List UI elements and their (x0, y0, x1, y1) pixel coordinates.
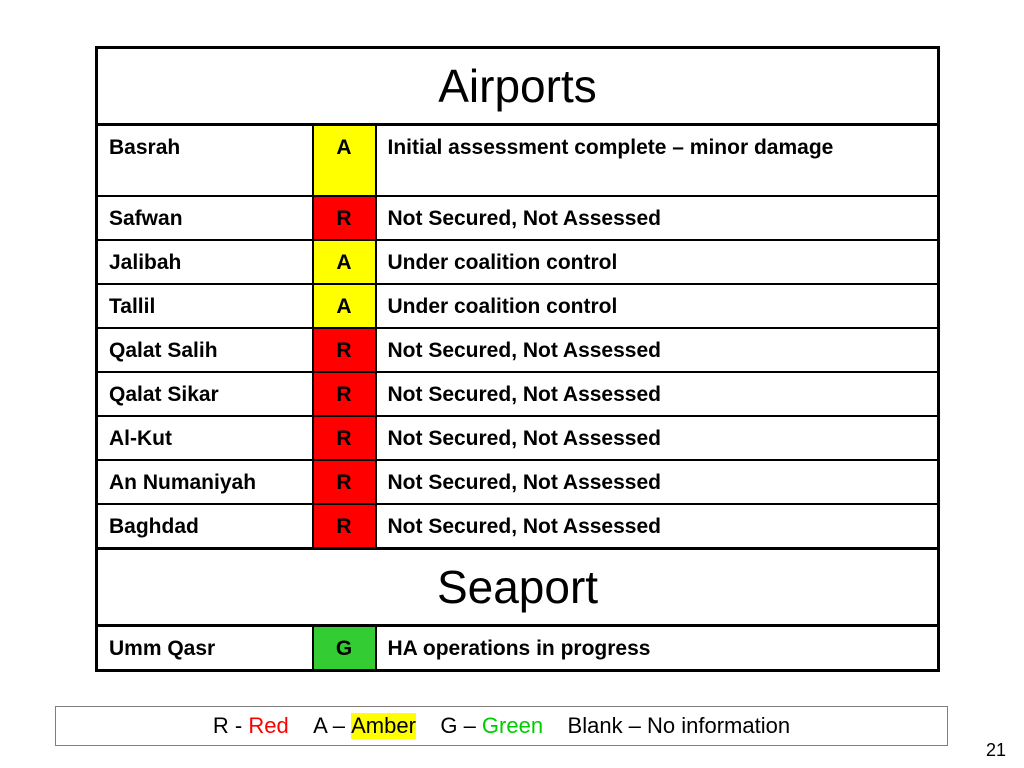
status-code-cell: A (313, 240, 376, 284)
status-description: Initial assessment complete – minor damage (376, 125, 939, 196)
status-description: HA operations in progress (376, 625, 939, 670)
status-description: Not Secured, Not Assessed (376, 460, 939, 504)
legend-gap (289, 713, 313, 739)
legend-red-word: Red (248, 713, 289, 738)
airports-row (97, 240, 939, 284)
location-name: Tallil (97, 284, 313, 328)
airports-header-row (97, 48, 939, 125)
location-name: Jalibah (97, 240, 313, 284)
airports-row (97, 196, 939, 240)
color-legend (55, 706, 948, 746)
status-description: Under coalition control (376, 240, 939, 284)
status-code-cell: R (313, 328, 376, 372)
legend-a-prefix: A – (313, 713, 352, 738)
location-name: Basrah (97, 125, 313, 196)
status-table (95, 46, 940, 672)
status-description: Not Secured, Not Assessed (376, 504, 939, 549)
status-code-cell: A (313, 284, 376, 328)
location-name: Safwan (97, 196, 313, 240)
seaport-header-row (97, 548, 939, 625)
legend-gap (416, 713, 440, 739)
legend-blank-text: Blank – No information (567, 713, 791, 738)
table-body (97, 48, 939, 671)
legend-amber-word: Amber (351, 713, 416, 738)
seaport-row (97, 625, 939, 670)
airports-row (97, 125, 939, 196)
status-description: Not Secured, Not Assessed (376, 372, 939, 416)
airports-row (97, 284, 939, 328)
status-description: Under coalition control (376, 284, 939, 328)
status-code-cell: R (313, 196, 376, 240)
status-code-cell: R (313, 372, 376, 416)
airports-row (97, 504, 939, 549)
status-code-cell: A (313, 125, 376, 196)
airports-row (97, 460, 939, 504)
airports-row (97, 416, 939, 460)
status-description: Not Secured, Not Assessed (376, 196, 939, 240)
legend-gap (543, 713, 567, 739)
status-description: Not Secured, Not Assessed (376, 416, 939, 460)
page-number: 21 (985, 740, 1006, 760)
airports-section-title: Airports (97, 48, 939, 125)
legend-r-prefix: R - (212, 713, 249, 738)
location-name: Qalat Sikar (97, 372, 313, 416)
location-name: Qalat Salih (97, 328, 313, 372)
location-name: Al-Kut (97, 416, 313, 460)
legend-g-prefix: G – (440, 713, 482, 738)
location-name: Baghdad (97, 504, 313, 549)
legend-green-word: Green (481, 713, 544, 738)
airports-row (97, 372, 939, 416)
status-code-cell: R (313, 460, 376, 504)
status-code-cell: R (313, 416, 376, 460)
status-code-cell: R (313, 504, 376, 549)
airports-row (97, 328, 939, 372)
status-code-cell: G (313, 625, 376, 670)
status-description: Not Secured, Not Assessed (376, 328, 939, 372)
location-name: Umm Qasr (97, 625, 313, 670)
location-name: An Numaniyah (97, 460, 313, 504)
seaport-section-title: Seaport (97, 548, 939, 625)
